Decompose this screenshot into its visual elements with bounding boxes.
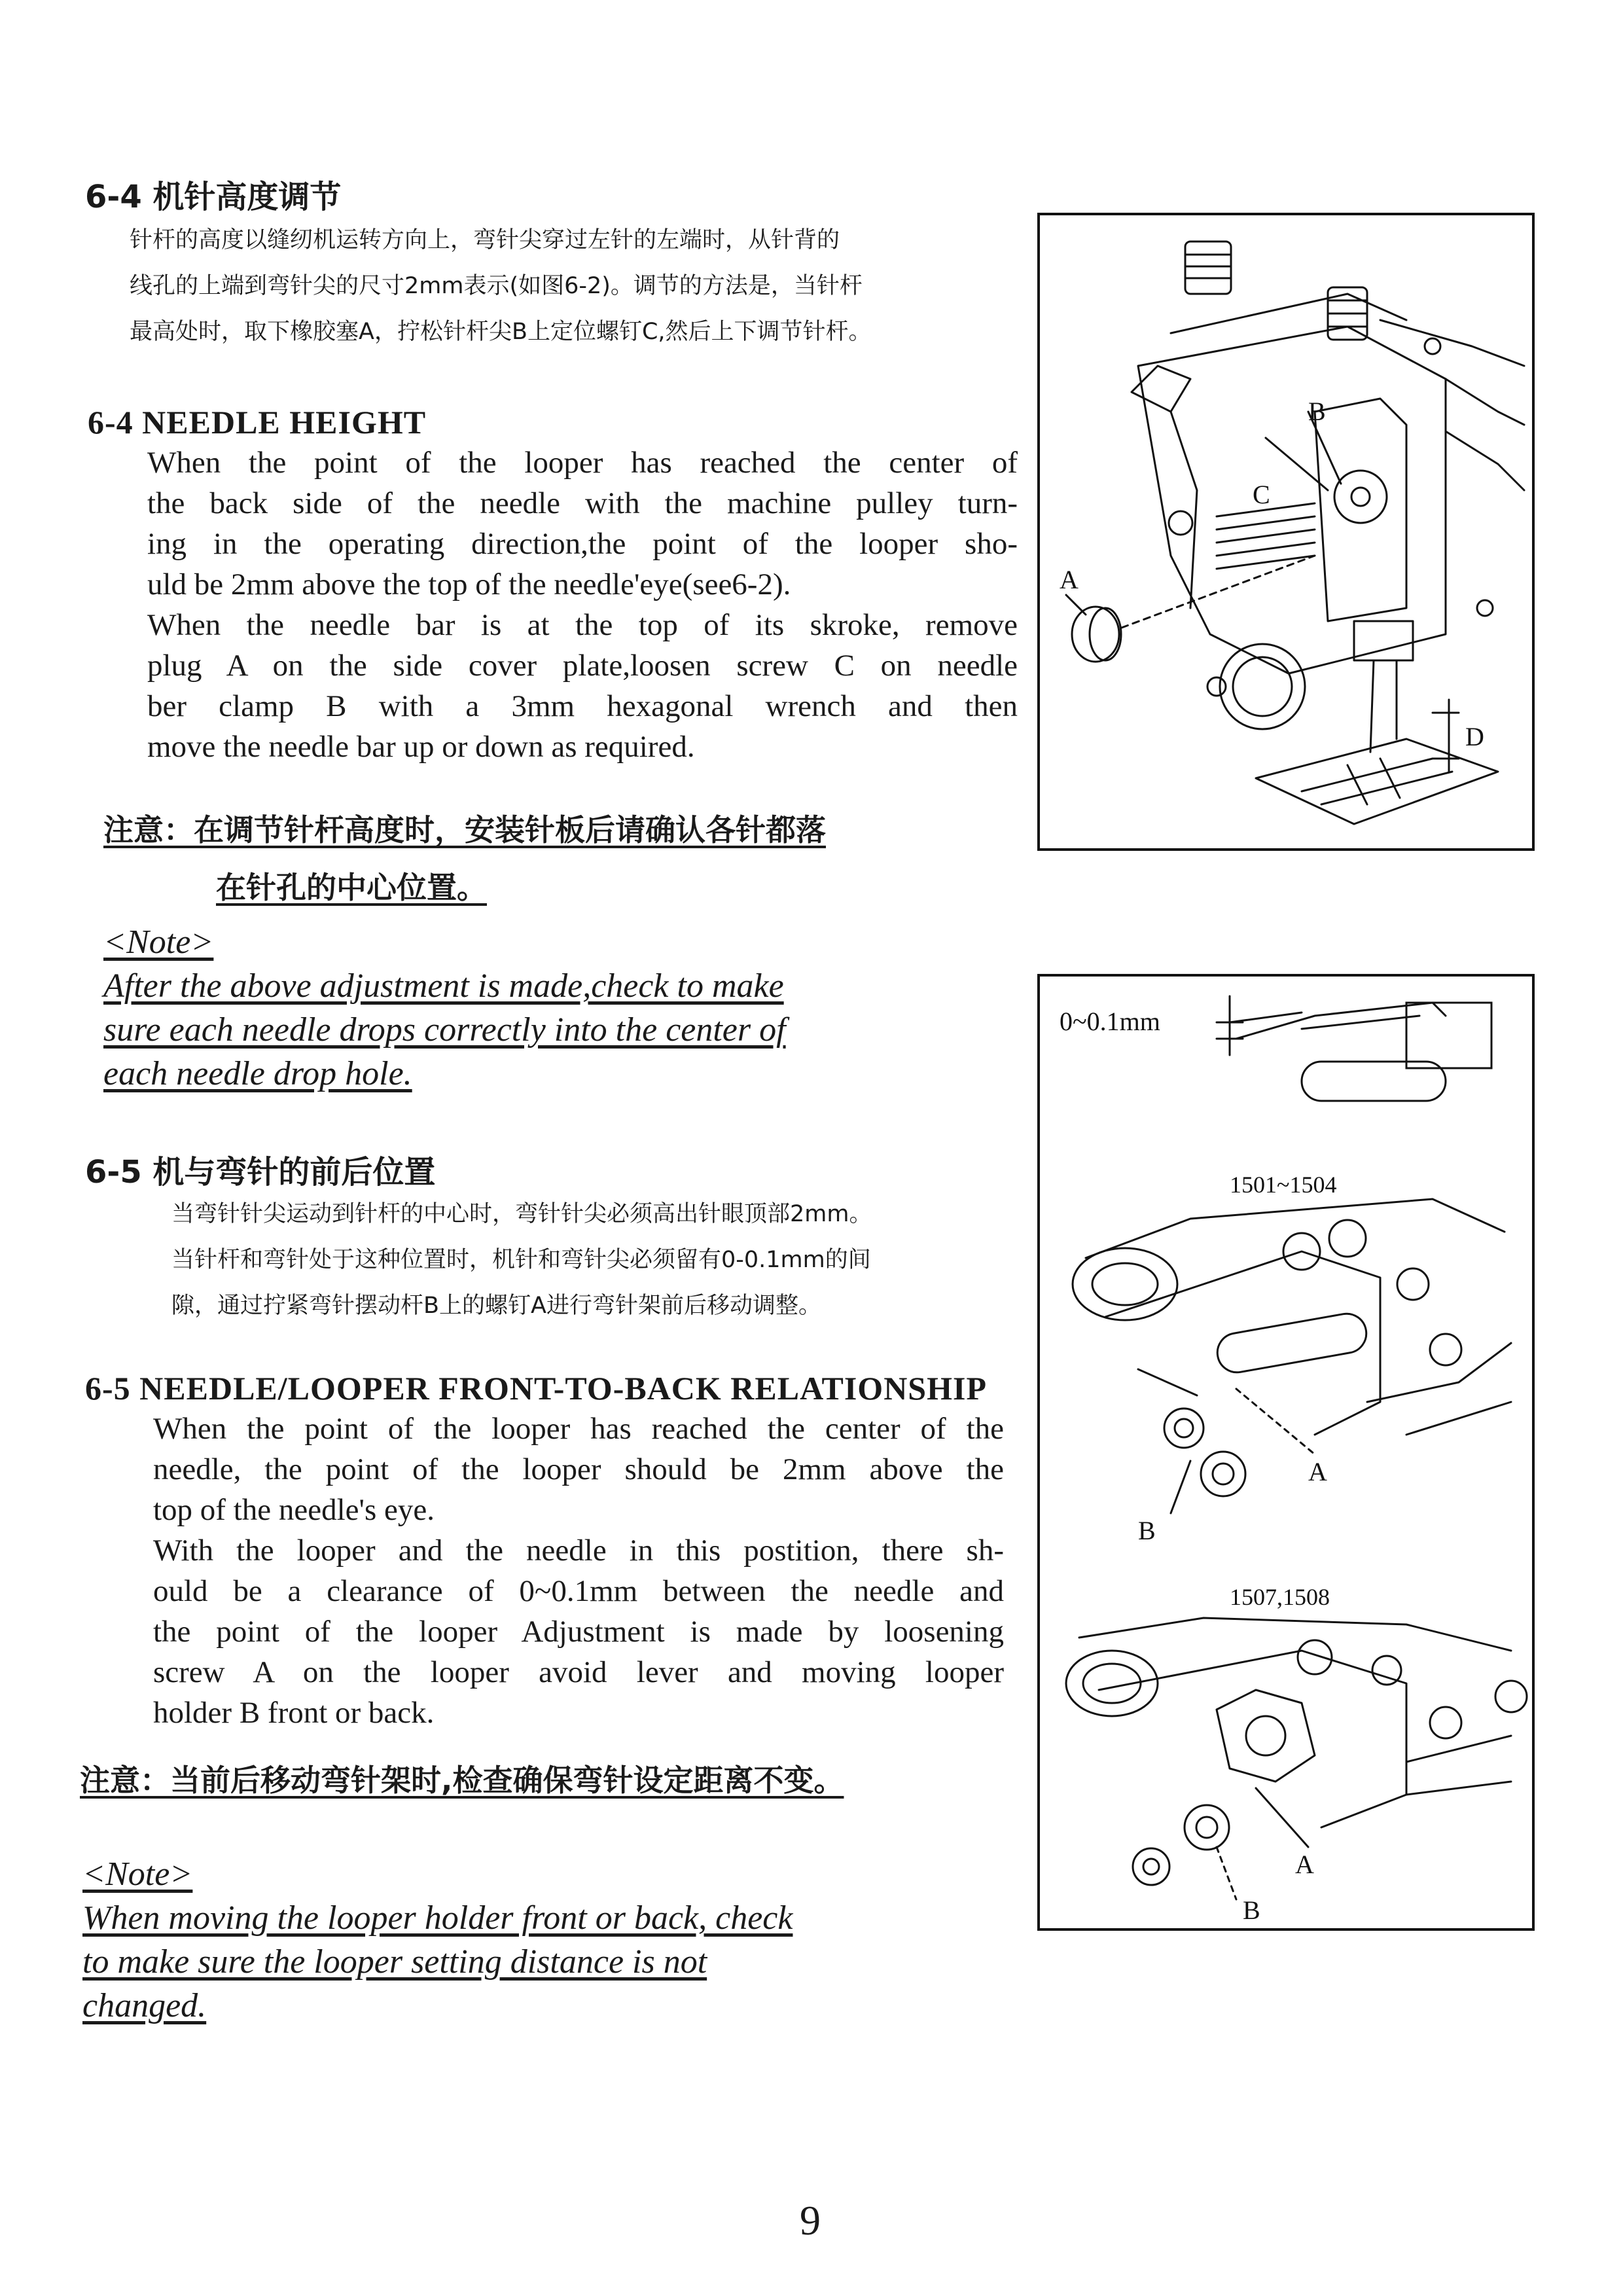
en-line: the point of the looper Adjustment is made by loosening: [153, 1615, 1004, 1649]
section-6-5-en-title: 6-5 NEEDLE/LOOPER FRONT-TO-BACK RELATIONSHIP: [85, 1370, 988, 1407]
note-en-line: changed.: [82, 1987, 207, 2024]
en-line: the back side of the needle with the machine pulley turn-: [147, 486, 1018, 520]
looper-mechanism-illustration: [1040, 977, 1532, 1928]
en-line: plug A on the side cover plate,loosen screw C on needle: [147, 649, 1018, 683]
en-line: ould be a clearance of 0~0.1mm between the needle and: [153, 1574, 1004, 1608]
en-line: ing in the operating direction,the point of the looper sho-: [147, 527, 1018, 561]
looper-drawing-1501-1504: [1073, 1199, 1511, 1513]
note-en-line: sure each needle drops correctly into the center of: [103, 1011, 786, 1049]
clearance-detail-drawing: [1217, 996, 1491, 1101]
en-line: move the needle bar up or down as required.: [147, 730, 695, 764]
en-line: ber clamp B with a 3mm hexagonal wrench and then: [147, 689, 1018, 723]
model-label-1501-1504: 1501~1504: [1230, 1172, 1337, 1198]
en-line: When the point of the looper has reached the center of: [147, 446, 1018, 480]
en-line: uld be 2mm above the top of the needle'eye(see6-2).: [147, 567, 791, 601]
section-6-5-en-body: [153, 1408, 1004, 1733]
section-6-4-en-body: [147, 442, 1018, 767]
label-b-2: B: [1243, 1895, 1260, 1925]
label-b: B: [1308, 397, 1326, 426]
section-6-5-cn-body: [171, 1191, 872, 1329]
en-line: With the looper and the needle in this postition, there sh-: [153, 1534, 1004, 1568]
label-d: D: [1465, 722, 1484, 751]
en-line: When the needle bar is at the top of its skroke, remove: [147, 608, 1018, 642]
page-number: 9: [800, 2197, 821, 2244]
note-en-line: When moving the looper holder front or back, check: [82, 1899, 793, 1937]
section-6-4-note-en: [103, 920, 786, 1096]
en-line: screw A on the looper avoid lever and moving looper: [153, 1655, 1004, 1689]
cn-line: 针杆的高度以缝纫机运转方向上，弯针尖穿过左针的左端时，从针背的: [130, 227, 840, 253]
sewing-machine-head-illustration: [1040, 215, 1532, 848]
note-cn-line: 在针孔的中心位置。: [216, 870, 487, 905]
note-en-line: After the above adjustment is made,check to make: [103, 967, 784, 1005]
clearance-label: 0~0.1mm: [1060, 1007, 1160, 1036]
label-a-1: A: [1308, 1457, 1327, 1486]
label-b-1: B: [1138, 1516, 1156, 1545]
label-a-2: A: [1295, 1850, 1314, 1879]
en-line: When the point of the looper has reached the center of the: [153, 1412, 1004, 1446]
cn-line: 当弯针针尖运动到针杆的中心时，弯针针尖必须高出针眼顶部2mm。: [171, 1201, 872, 1227]
cn-line: 当针杆和弯针处于这种位置时，机针和弯针尖必须留有0-0.1mm的间: [171, 1247, 871, 1273]
section-6-4-cn-body: [130, 217, 872, 355]
en-line: top of the needle's eye.: [153, 1493, 435, 1527]
cn-line: 最高处时，取下橡胶塞A，拧松针杆尖B上定位螺钉C,然后上下调节针杆。: [130, 319, 872, 345]
looper-position-figure: [1037, 974, 1535, 1931]
note-label: <Note>: [82, 1856, 193, 1893]
section-6-4-en-title: 6-4 NEEDLE HEIGHT: [88, 404, 427, 440]
cn-line: 线孔的上端到弯针尖的尺寸2mm表示(如图6-2)。调节的方法是，当针杆: [130, 273, 863, 299]
section-6-5-cn-title: 6-5 机与弯针的前后位置: [85, 1154, 436, 1191]
section-6-4-note-cn: [103, 801, 826, 916]
note-cn-line: 注意：在调节针杆高度时，安装针板后请确认各针都落: [103, 812, 826, 848]
note-en-line: each needle drop hole.: [103, 1055, 412, 1092]
model-label-1507-1508: 1507,1508: [1230, 1584, 1330, 1610]
section-6-4-cn-title: 6-4 机针高度调节: [85, 179, 342, 215]
en-line: holder B front or back.: [153, 1696, 435, 1730]
note-label: <Note>: [103, 924, 214, 961]
section-6-5-note-cn: 注意：当前后移动弯针架时,检查确保弯针设定距离不变。: [80, 1763, 844, 1798]
label-c: C: [1253, 480, 1270, 509]
en-line: needle, the point of the looper should be 2mm above the: [153, 1452, 1004, 1486]
section-6-5-note-en: [82, 1852, 793, 2028]
cn-line: 隙，通过拧紧弯针摆动杆B上的螺钉A进行弯针架前后移动调整。: [171, 1293, 821, 1319]
needle-height-figure: [1037, 213, 1535, 851]
note-en-line: to make sure the looper setting distance is not: [82, 1943, 707, 1981]
label-a: A: [1060, 565, 1079, 594]
